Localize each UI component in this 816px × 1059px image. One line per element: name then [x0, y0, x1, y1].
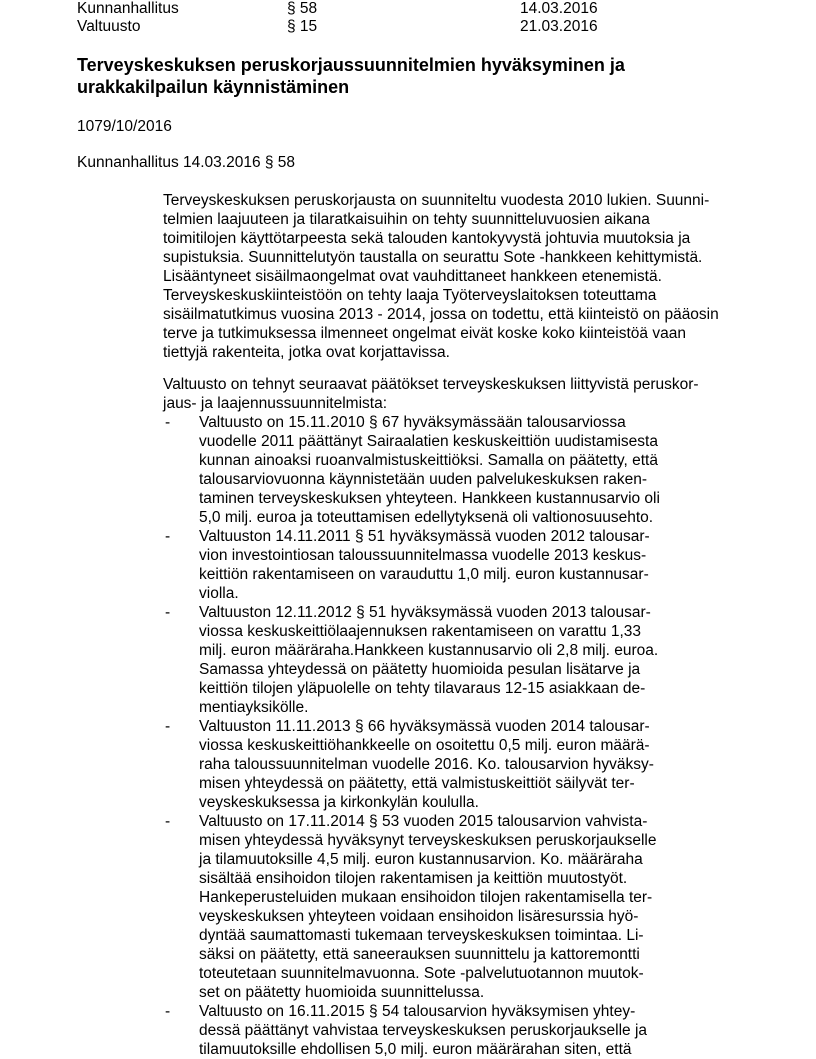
- bullet-dash: -: [165, 414, 171, 431]
- paragraph-line: Lisääntyneet sisäilmaongelmat ovat vauhdittaneet hankkeen etenemistä.: [163, 268, 662, 285]
- bullet-dash: -: [165, 718, 171, 735]
- decision-text: [199, 603, 753, 717]
- header-date: 21.03.2016: [520, 18, 598, 35]
- decision-line: talousarviovuonna käynnistetään uuden palvelukeskuksen raken-: [199, 471, 648, 488]
- decision-line: ja tilamuutoksille 4,5 milj. euron kustannusarvion. Ko. määräraha: [199, 851, 643, 868]
- paragraph-line: sisäilmatutkimus vuosina 2013 - 2014, jossa on todettu, että kiinteistö on pääosin: [163, 306, 719, 323]
- decision-text: [199, 413, 753, 527]
- paragraph-line: Terveyskeskuksen peruskorjausta on suunniteltu vuodesta 2010 lukien. Suunni-: [163, 192, 710, 209]
- paragraph-line: supistuksia. Suunnittelutyön taustalla on seurattu Sote -hankkeen kehittymistä.: [163, 249, 703, 266]
- decision-line: Valtuusto on 16.11.2015 § 54 talousarvion hyväksymisen yhtey-: [199, 1003, 636, 1020]
- paragraph-line: Terveyskeskuskiinteistöön on tehty laaja Työterveyslaitoksen toteuttama: [163, 287, 657, 304]
- decision-item: [163, 812, 753, 1002]
- decision-item: [163, 1002, 753, 1059]
- bullet-dash: -: [165, 1003, 171, 1020]
- decision-line: keittiön tilojen yläpuolelle on tehty tilavaraus 12-15 asiakkaan de-: [199, 680, 646, 697]
- decision-text: [199, 812, 753, 1002]
- decision-line: raha taloussuunnitelman vuodelle 2016. Ko. talousarvion hyväksy-: [199, 756, 654, 773]
- record-number: 1079/10/2016: [77, 118, 172, 135]
- decision-line: set on päätetty huomioida suunnittelussa.: [199, 984, 485, 1001]
- decision-item: [163, 527, 753, 603]
- decisions-intro-line: jaus- ja laajennussuunnitelmista:: [163, 395, 388, 412]
- decision-line: Valtuuston 12.11.2012 § 51 hyväksymässä vuoden 2013 talousar-: [199, 604, 651, 621]
- decisions-intro-line: Valtuusto on tehnyt seuraavat päätökset terveyskeskuksen liittyvistä peruskor-: [163, 376, 699, 393]
- title-line: Terveyskeskuksen peruskorjaussuunnitelmien hyväksyminen ja: [77, 55, 625, 75]
- decision-line: sisältää ensihoidon tilojen rakentamisen ja keittiön muutostyöt.: [199, 870, 628, 887]
- paragraph-line: tiettyjä rakenteita, jotka ovat korjattavissa.: [163, 344, 450, 361]
- decision-line: Valtuuston 14.11.2011 § 51 hyväksymässä vuoden 2012 talousar-: [199, 528, 650, 545]
- decision-line: toteutetaan suunnitelmavuonna. Sote -palvelutuotannon muutok-: [199, 965, 644, 982]
- decision-line: vuodelle 2011 päättänyt Sairaalatien keskuskeittiön uudistamisesta: [199, 433, 658, 450]
- decision-line: vion investointiosan taloussuunnitelmassa vuodelle 2013 keskus-: [199, 547, 647, 564]
- header-body: Kunnanhallitus: [77, 0, 179, 17]
- document-title: [77, 54, 677, 98]
- decision-text: [199, 1002, 753, 1059]
- decision-line: Valtuusto on 15.11.2010 § 67 hyväksymässään talousarviossa: [199, 414, 626, 431]
- paragraph-line: terve ja tutkimuksessa ilmenneet ongelmat eivät koske koko kiinteistöä vaan: [163, 325, 686, 342]
- header-row-valtuusto: [77, 17, 637, 36]
- decision-line: kunnan ainoaksi ruoanvalmistuskeittiöksi. Samalla on päätetty, että: [199, 452, 658, 469]
- decision-line: taminen terveyskeskuksen yhteyteen. Hankkeen kustannusarvio oli: [199, 490, 660, 507]
- decision-line: Hankeperusteluiden mukaan ensihoidon tilojen rakentamisella ter-: [199, 889, 653, 906]
- decisions-section: [163, 375, 753, 1059]
- decision-text: [199, 717, 753, 812]
- header-section: § 58: [287, 0, 318, 17]
- paragraph-line: toimitilojen käyttötarpeesta sekä talouden kantokyvystä johtuvia muutoksia ja: [163, 230, 691, 247]
- intro-paragraph: [163, 191, 753, 362]
- header-row-kunnanhallitus: [77, 0, 637, 18]
- decision-text: [199, 527, 753, 603]
- decision-line: veyskeskuksen yhteyteen voidaan ensihoidon lisäresurssia hyö-: [199, 908, 639, 925]
- decision-line: misen yhteydessä hyväksynyt terveyskeskuksen peruskorjaukselle: [199, 832, 657, 849]
- decision-item: [163, 603, 753, 717]
- decision-line: Valtuusto on 17.11.2014 § 53 vuoden 2015 talousarvion vahvista-: [199, 813, 648, 830]
- decision-line: säksi on päätetty, että saneerauksen suunnittelu ja kattoremontti: [199, 946, 640, 963]
- bullet-dash: -: [165, 813, 171, 830]
- decision-line: Valtuuston 11.11.2013 § 66 hyväksymässä vuoden 2014 talousar-: [199, 718, 650, 735]
- decision-line: 5,0 milj. euroa ja toteuttamisen edellytyksenä oli valtionosuusehto.: [199, 509, 654, 526]
- decision-line: milj. euron määräraha.Hankkeen kustannusarvio oli 2,8 milj. euroa.: [199, 642, 659, 659]
- decision-line: veyskeskuksessa ja kirkonkylän koululla.: [199, 794, 479, 811]
- decision-item: [163, 413, 753, 527]
- paragraph-line: telmien laajuuteen ja tilaratkaisuihin on tehty suunnitteluvuosien aikana: [163, 211, 650, 228]
- meeting-reference: Kunnanhallitus 14.03.2016 § 58: [77, 154, 296, 171]
- header-date: 14.03.2016: [520, 0, 598, 17]
- decision-line: Samassa yhteydessä on päätetty huomioida pesulan lisätarve ja: [199, 661, 641, 678]
- decision-line: tilamuutoksille ehdollisen 5,0 milj. euron määrärahan siten, että: [199, 1041, 632, 1058]
- bullet-dash: -: [165, 604, 171, 621]
- decision-line: viossa keskuskeittiölaajennuksen rakentamiseen on varattu 1,33: [199, 623, 642, 640]
- decision-line: mentiayksikölle.: [199, 699, 309, 716]
- bullet-dash: -: [165, 528, 171, 545]
- decision-list: [163, 413, 753, 1059]
- decision-item: [163, 717, 753, 812]
- decision-line: violla.: [199, 585, 239, 602]
- title-line: urakkakilpailun käynnistäminen: [77, 77, 350, 97]
- header-section: § 15: [287, 18, 318, 35]
- decision-line: dessä päättänyt vahvistaa terveyskeskuksen peruskorjaukselle ja: [199, 1022, 648, 1039]
- decision-line: viossa keskuskeittiöhankkeelle on osoitettu 0,5 milj. euron määrä-: [199, 737, 650, 754]
- decision-line: misen yhteydessä on päätetty, että valmistuskeittiöt säilyvät ter-: [199, 775, 635, 792]
- header-body: Valtuusto: [77, 18, 141, 35]
- decision-line: keittiön rakentamiseen on varauduttu 1,0 milj. euron kustannusar-: [199, 566, 649, 583]
- decision-line: dyntää saumattomasti tukemaan terveyskeskuksen toimintaa. Li-: [199, 927, 644, 944]
